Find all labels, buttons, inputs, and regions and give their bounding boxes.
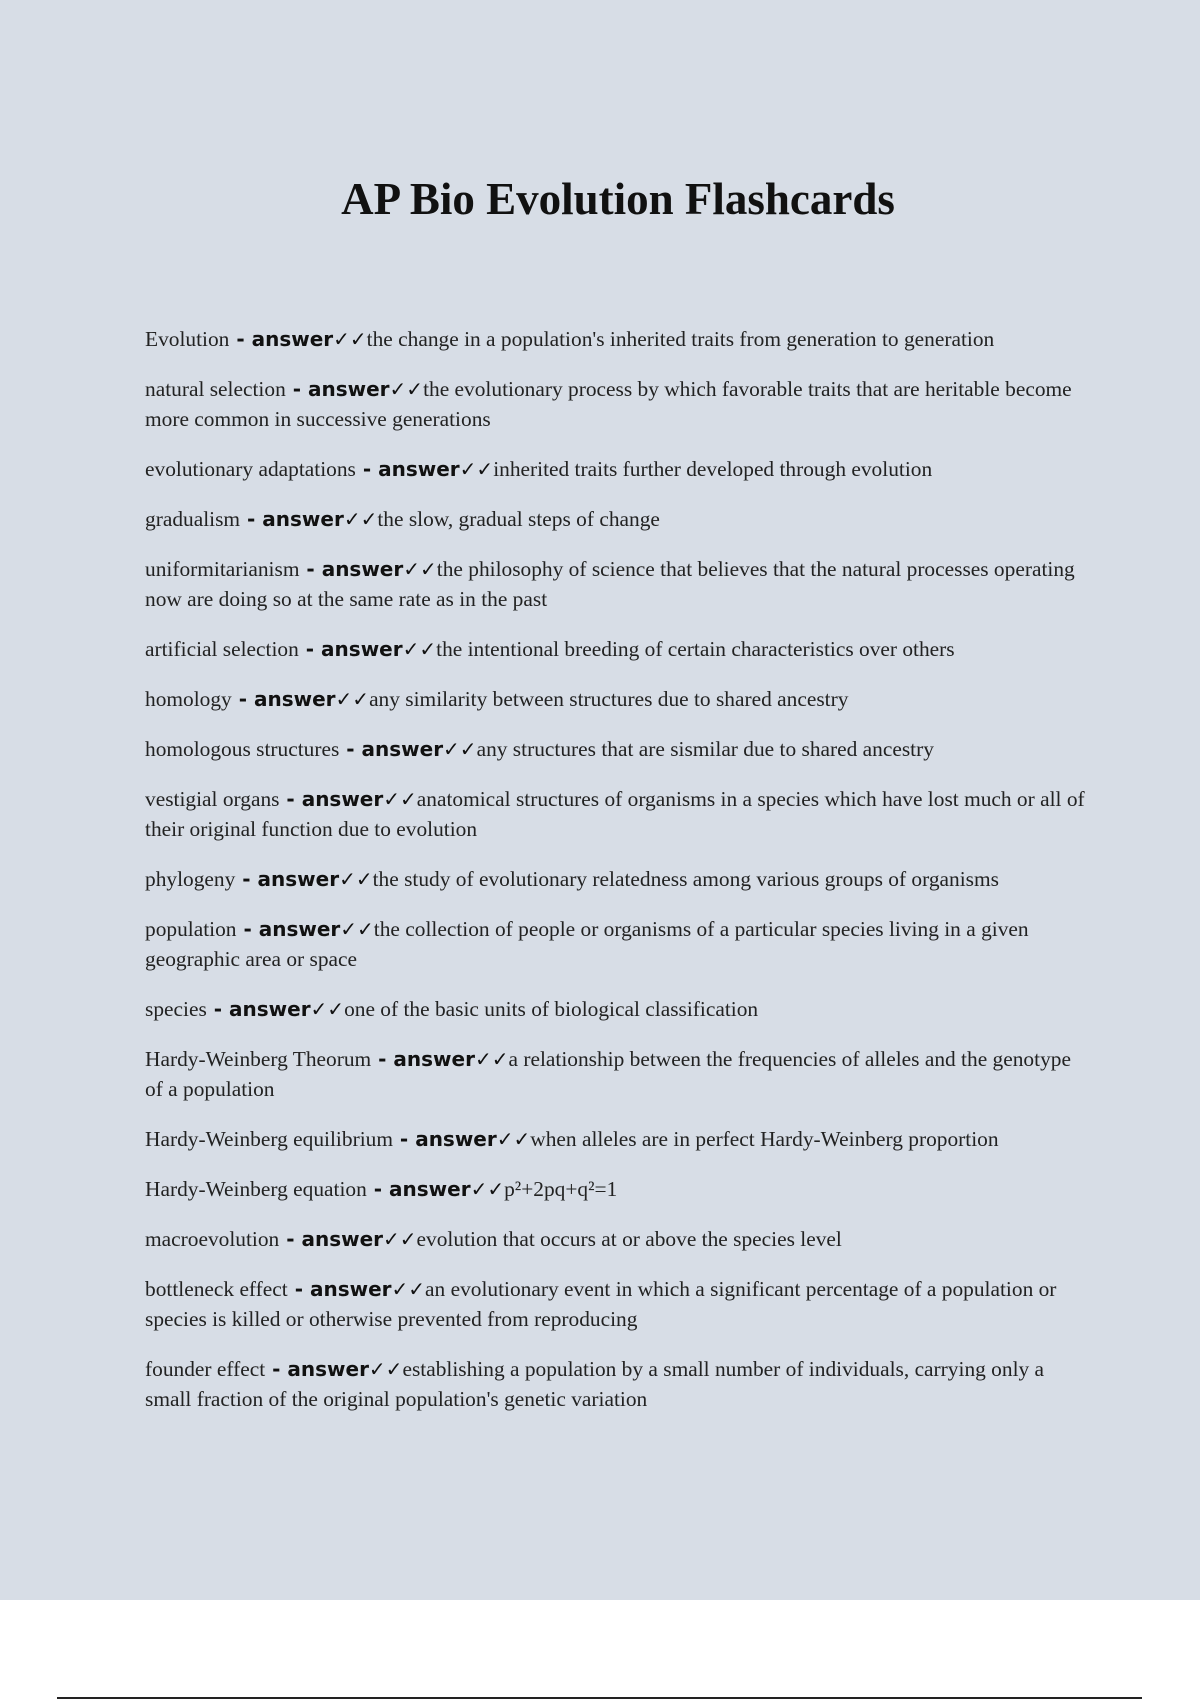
flashcard-term: species	[145, 997, 207, 1021]
flashcard-item	[145, 1224, 1090, 1254]
flashcard-definition: the slow, gradual steps of change	[377, 507, 660, 531]
flashcard-definition: p²+2pq+q²=1	[504, 1177, 618, 1201]
answer-separator: - answer✓✓	[279, 787, 417, 811]
flashcard-list	[145, 324, 1090, 1434]
flashcard-definition: the study of evolutionary relatedness among various groups of organisms	[372, 867, 999, 891]
flashcard-term: homology	[145, 687, 232, 711]
flashcard-item	[145, 634, 1090, 664]
answer-separator: - answer✓✓	[206, 997, 345, 1021]
answer-separator: - answer✓✓	[265, 1357, 403, 1381]
flashcard-term: bottleneck effect	[145, 1277, 288, 1301]
flashcard-item	[145, 454, 1090, 484]
flashcard-definition: establishing a population by a small number of individuals, carrying only a small fraction of the original population's genetic variation	[145, 1357, 1045, 1411]
answer-separator: - answer✓✓	[355, 457, 494, 481]
flashcard-item	[145, 504, 1090, 534]
answer-separator: - answer✓✓	[236, 917, 374, 941]
flashcard-definition: when alleles are in perfect Hardy-Weinberg proportion	[530, 1127, 999, 1151]
flashcard-term: population	[145, 917, 237, 941]
document-title: AP Bio Evolution Flashcards	[341, 174, 895, 224]
answer-separator: - answer✓✓	[231, 687, 370, 711]
flashcard-term: gradualism	[145, 507, 241, 531]
flashcard-definition: an evolutionary event in which a significant percentage of a population or species is killed or otherwise prevented from reproducing	[145, 1277, 1057, 1331]
flashcard-term: evolutionary adaptations	[145, 457, 356, 481]
flashcard-item	[145, 994, 1090, 1024]
flashcard-definition: the evolutionary process by which favorable traits that are heritable become more common in successive generations	[145, 377, 1072, 431]
flashcard-definition: the change in a population's inherited traits from generation to generation	[366, 327, 995, 351]
flashcard-item	[145, 1174, 1090, 1204]
flashcard-definition: the collection of people or organisms of a particular species living in a given geographic area or space	[145, 917, 1029, 971]
flashcard-term: vestigial organs	[145, 787, 280, 811]
flashcard-term: homologous structures	[145, 737, 340, 761]
answer-separator: - answer✓✓	[298, 637, 437, 661]
flashcard-term: uniformitarianism	[145, 557, 300, 581]
flashcard-item	[145, 1044, 1090, 1104]
flashcard-term: phylogeny	[145, 867, 236, 891]
answer-separator: - answer✓✓	[287, 1277, 426, 1301]
flashcard-term: Evolution	[145, 327, 230, 351]
answer-separator: - answer✓✓	[229, 327, 367, 351]
answer-separator: - answer✓✓	[366, 1177, 505, 1201]
flashcard-term: Hardy-Weinberg equation	[145, 1177, 367, 1201]
answer-separator: - answer✓✓	[392, 1127, 531, 1151]
flashcard-definition: anatomical structures of organisms in a species which have lost much or all of their original function due to evolution	[145, 787, 1085, 841]
flashcard-definition: one of the basic units of biological classification	[344, 997, 759, 1021]
flashcard-definition: any structures that are sismilar due to shared ancestry	[476, 737, 934, 761]
flashcard-item	[145, 1124, 1090, 1154]
flashcard-item	[145, 864, 1090, 894]
footer-divider	[57, 1697, 1142, 1699]
flashcard-item	[145, 784, 1090, 844]
flashcard-item	[145, 1354, 1090, 1414]
answer-separator: - answer✓✓	[339, 737, 477, 761]
flashcard-definition: evolution that occurs at or above the species level	[416, 1227, 842, 1251]
flashcard-item	[145, 554, 1090, 614]
answer-separator: - answer✓✓	[240, 507, 378, 531]
answer-separator: - answer✓✓	[235, 867, 373, 891]
flashcard-item	[145, 374, 1090, 434]
flashcard-term: Hardy-Weinberg equilibrium	[145, 1127, 393, 1151]
answer-separator: - answer✓✓	[285, 377, 424, 401]
answer-separator: - answer✓✓	[371, 1047, 509, 1071]
flashcard-item	[145, 324, 1090, 354]
flashcard-item	[145, 1274, 1090, 1334]
flashcard-definition: the intentional breeding of certain characteristics over others	[436, 637, 955, 661]
answer-separator: - answer✓✓	[279, 1227, 417, 1251]
flashcard-item	[145, 734, 1090, 764]
flashcard-term: natural selection	[145, 377, 286, 401]
flashcard-definition: any similarity between structures due to shared ancestry	[369, 687, 849, 711]
flashcard-term: artificial selection	[145, 637, 299, 661]
flashcard-term: founder effect	[145, 1357, 266, 1381]
flashcard-definition: a relationship between the frequencies of alleles and the genotype of a population	[145, 1047, 1071, 1101]
flashcard-item	[145, 684, 1090, 714]
answer-separator: - answer✓✓	[299, 557, 437, 581]
flashcard-term: macroevolution	[145, 1227, 280, 1251]
flashcard-definition: the philosophy of science that believes that the natural processes operating now are doing so at the same rate as in the past	[145, 557, 1075, 611]
flashcard-item	[145, 914, 1090, 974]
flashcard-term: Hardy-Weinberg Theorum	[145, 1047, 372, 1071]
flashcard-definition: inherited traits further developed through evolution	[493, 457, 933, 481]
